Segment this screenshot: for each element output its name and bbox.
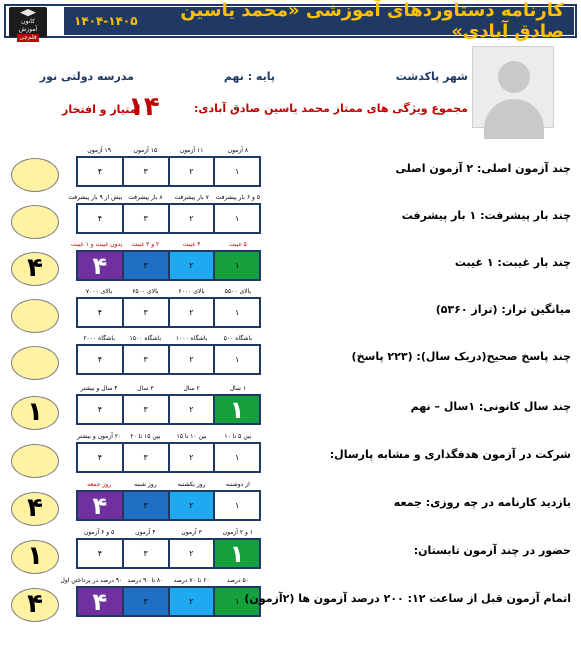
achievement-row [0, 287, 581, 337]
level-label: ۱۹ آزمون [87, 147, 111, 154]
level-labels [76, 480, 261, 489]
level-boxes [76, 250, 261, 281]
score-circle: ۱ [11, 540, 59, 574]
level-label: ۴ غیبت [182, 241, 201, 248]
level-box: ۲ [168, 205, 214, 232]
score-circle: ۴ [11, 252, 59, 286]
level-boxes [76, 586, 261, 617]
level-label: بالای ۷۰۰۰ [85, 288, 113, 295]
level-box: ۲ [168, 396, 214, 423]
level-box: ۳ [122, 492, 168, 519]
achievement-row [0, 193, 581, 243]
level-box: ۱ [213, 252, 259, 279]
level-box: ۳ [122, 252, 168, 279]
level-label: ۱۵ آزمون [133, 147, 158, 154]
score-circle [11, 444, 59, 478]
level-box: ۴ [97, 167, 103, 176]
question-label: چند بار پیشرفت: ۱ بار پیشرفت [401, 209, 571, 222]
avatar-body-icon [484, 99, 544, 139]
features-label: مجموع ویژگی های ممتاز محمد یاسین صادق آبادی: [194, 102, 468, 115]
level-label: ۱ و ۲ آزمون [222, 529, 254, 536]
question-label: چند بار غیبت: ۱ غیبت [454, 256, 571, 269]
level-label: باشگاه ۲۰۰۰ [83, 335, 115, 342]
level-box: ۴ [97, 214, 103, 223]
question-label: اتمام آزمون قبل از ساعت ۱۲: ۲۰۰ درصد آزمون ها (۲آزمون) [244, 592, 571, 605]
score-circle [11, 205, 59, 239]
level-box: ۲ [168, 252, 214, 279]
level-label: بالای ۵۵۰۰ [224, 288, 252, 295]
level-label: باشگاه ۵۰۰ [223, 335, 253, 342]
level-box: ۴ [78, 492, 122, 519]
level-label: ۱ سال [229, 385, 247, 392]
level-box: ۱ [213, 158, 259, 185]
question-label: چند آزمون اصلی: ۲ آزمون اصلی [395, 162, 571, 175]
level-box: ۱ [213, 299, 259, 326]
level-label: از دوشنبه [225, 481, 250, 488]
level-labels [76, 287, 261, 296]
achievement-row [0, 576, 581, 626]
achievement-row [0, 480, 581, 530]
level-label: ۴ سال و بیشتر [80, 385, 118, 392]
level-label: باشگاه ۱۵۰۰ [129, 335, 162, 342]
achievement-row [0, 334, 581, 384]
level-box: ۲ [168, 492, 214, 519]
level-box: ۱ [213, 396, 259, 423]
score-circle: ۱ [11, 396, 59, 430]
points-label: امتیاز و افتخار [62, 103, 141, 116]
score-circle: ۴ [11, 588, 59, 622]
level-box: ۳ [122, 396, 168, 423]
level-label: ۵۰ درصد [226, 577, 249, 584]
level-boxes [76, 490, 261, 521]
level-label: ۸۰ تا ۹۰ درصد [127, 577, 164, 584]
level-label: ۳ آزمون [181, 529, 202, 536]
score-circle: ۴ [11, 492, 59, 526]
level-label: ۲ و ۳ غیبت [131, 241, 160, 248]
title-bar [64, 0, 574, 42]
level-label: روز جمعه [87, 481, 112, 488]
logo-line3: آموزش [18, 26, 38, 33]
level-box: ۲ [168, 158, 214, 185]
level-label: بین ۱۵ تا ۲۰ [130, 433, 161, 440]
level-boxes [76, 344, 261, 375]
level-label: ۲ سال [183, 385, 200, 392]
level-box: ۱ [213, 588, 259, 615]
achievement-row [0, 384, 581, 434]
level-box: ۳ [122, 540, 168, 567]
level-box: ۱ [213, 346, 259, 373]
level-box: ۲ [168, 299, 214, 326]
level-boxes [76, 156, 261, 187]
achievement-row [0, 528, 581, 578]
level-box: ۲ [168, 346, 214, 373]
level-label: ۶۰ تا ۷۰ درصد [173, 577, 210, 584]
level-box: ۲ [168, 540, 214, 567]
level-box: ۳ [122, 444, 168, 471]
report-header [4, 0, 577, 42]
level-labels [76, 432, 261, 441]
school-label: مدرسه دولتی نور [39, 70, 134, 83]
score-circle [11, 299, 59, 333]
achievement-row [0, 432, 581, 482]
grade-label: پایه : نهم [223, 70, 275, 83]
question-label: چند سال کانونی: ۱سال – نهم [410, 400, 571, 413]
academic-year: ۱۴۰۴-۱۴۰۵ [74, 14, 138, 28]
question-label: میانگین تراز: (تراز ۵۳۶۰) [435, 303, 571, 316]
level-labels [76, 528, 261, 537]
level-labels [76, 334, 261, 343]
level-boxes [76, 297, 261, 328]
level-label: بالای ۶۵۰۰ [132, 288, 159, 295]
question-label: بازدید کارنامه در چه روزی: جمعه [393, 496, 571, 509]
level-box: ۴ [97, 549, 103, 558]
student-avatar [472, 46, 554, 128]
achievement-row [0, 146, 581, 196]
level-label: ۱۱ آزمون [179, 147, 204, 154]
level-label: بدون غیبت و ۱ غیبت [71, 241, 123, 248]
level-label: ۵ و ۶ بار پیشرفت [215, 194, 261, 201]
level-label: باشگاه ۱۰۰۰ [175, 335, 208, 342]
level-boxes [76, 538, 261, 569]
level-box: ۳ [122, 588, 168, 615]
score-circle [11, 346, 59, 380]
graduation-cap-icon [20, 9, 36, 18]
level-label: ۵ و ۶ آزمون [83, 529, 115, 536]
level-box: ۴ [97, 308, 103, 317]
level-label: بیش از ۹ بار پیشرفت [68, 194, 123, 201]
level-label: ۷ بار پیشرفت [174, 194, 209, 201]
level-box: ۴ [97, 355, 103, 364]
level-labels [68, 193, 261, 202]
level-label: ۴ آزمون [135, 529, 156, 536]
kanoon-logo [9, 7, 47, 41]
level-label: ۲۰ آزمون و بیشتر [76, 433, 122, 440]
level-box: ۴ [78, 588, 122, 615]
level-box: ۳ [122, 205, 168, 232]
level-boxes [76, 203, 261, 234]
level-box: ۱ [213, 444, 259, 471]
page-title: کارنامه دستاوردهای آموزشی «محمد یاسین صادق آبادی» [180, 0, 564, 42]
level-boxes [76, 442, 261, 473]
logo-line1: کانون [21, 18, 35, 25]
level-box: ۲ [168, 444, 214, 471]
level-label: ۸ بار پیشرفت [128, 194, 163, 201]
level-boxes [76, 394, 261, 425]
question-label: حضور در چند آزمون تابستان: [413, 544, 571, 557]
logo-red-text: قلم‌چی [19, 34, 37, 41]
level-label: روز شنبه [134, 481, 157, 488]
level-box: ۱ [213, 492, 259, 519]
level-label: ۸ آزمون [227, 147, 249, 154]
level-box: ۱ [213, 540, 259, 567]
level-box: ۴ [78, 252, 122, 279]
question-label: چند پاسخ صحیح(دریک سال): (۲۲۳ پاسخ) [351, 350, 571, 363]
level-box: ۳ [122, 299, 168, 326]
level-box: ۳ [122, 346, 168, 373]
total-points: ۱۴ [128, 92, 160, 122]
level-label: ۳ سال [137, 385, 154, 392]
level-labels [71, 240, 261, 249]
avatar-head-icon [498, 61, 530, 93]
level-box: ۲ [168, 588, 214, 615]
level-label: ۹۰ درصد در پرداختن اول [60, 577, 123, 584]
level-label: بالای ۶۰۰۰ [178, 288, 205, 295]
level-labels [76, 146, 261, 155]
level-box: ۴ [97, 405, 103, 414]
level-box: ۱ [213, 205, 259, 232]
level-box: ۴ [97, 453, 103, 462]
level-label: روز یکشنبه [177, 481, 206, 488]
score-circle [11, 158, 59, 192]
city-label: شهر پاکدشت [395, 70, 468, 83]
level-label: بین ۱۰ تا ۱۵ [176, 433, 207, 440]
question-label: شرکت در آزمون هدفگذاری و مشابه پارسال: [329, 448, 571, 461]
level-labels [76, 384, 261, 393]
level-label: بین ۵ تا ۱۰ [224, 433, 252, 440]
level-label: ۵ غیبت [228, 241, 247, 248]
level-box: ۳ [122, 158, 168, 185]
achievement-row [0, 240, 581, 290]
level-labels [60, 576, 261, 585]
